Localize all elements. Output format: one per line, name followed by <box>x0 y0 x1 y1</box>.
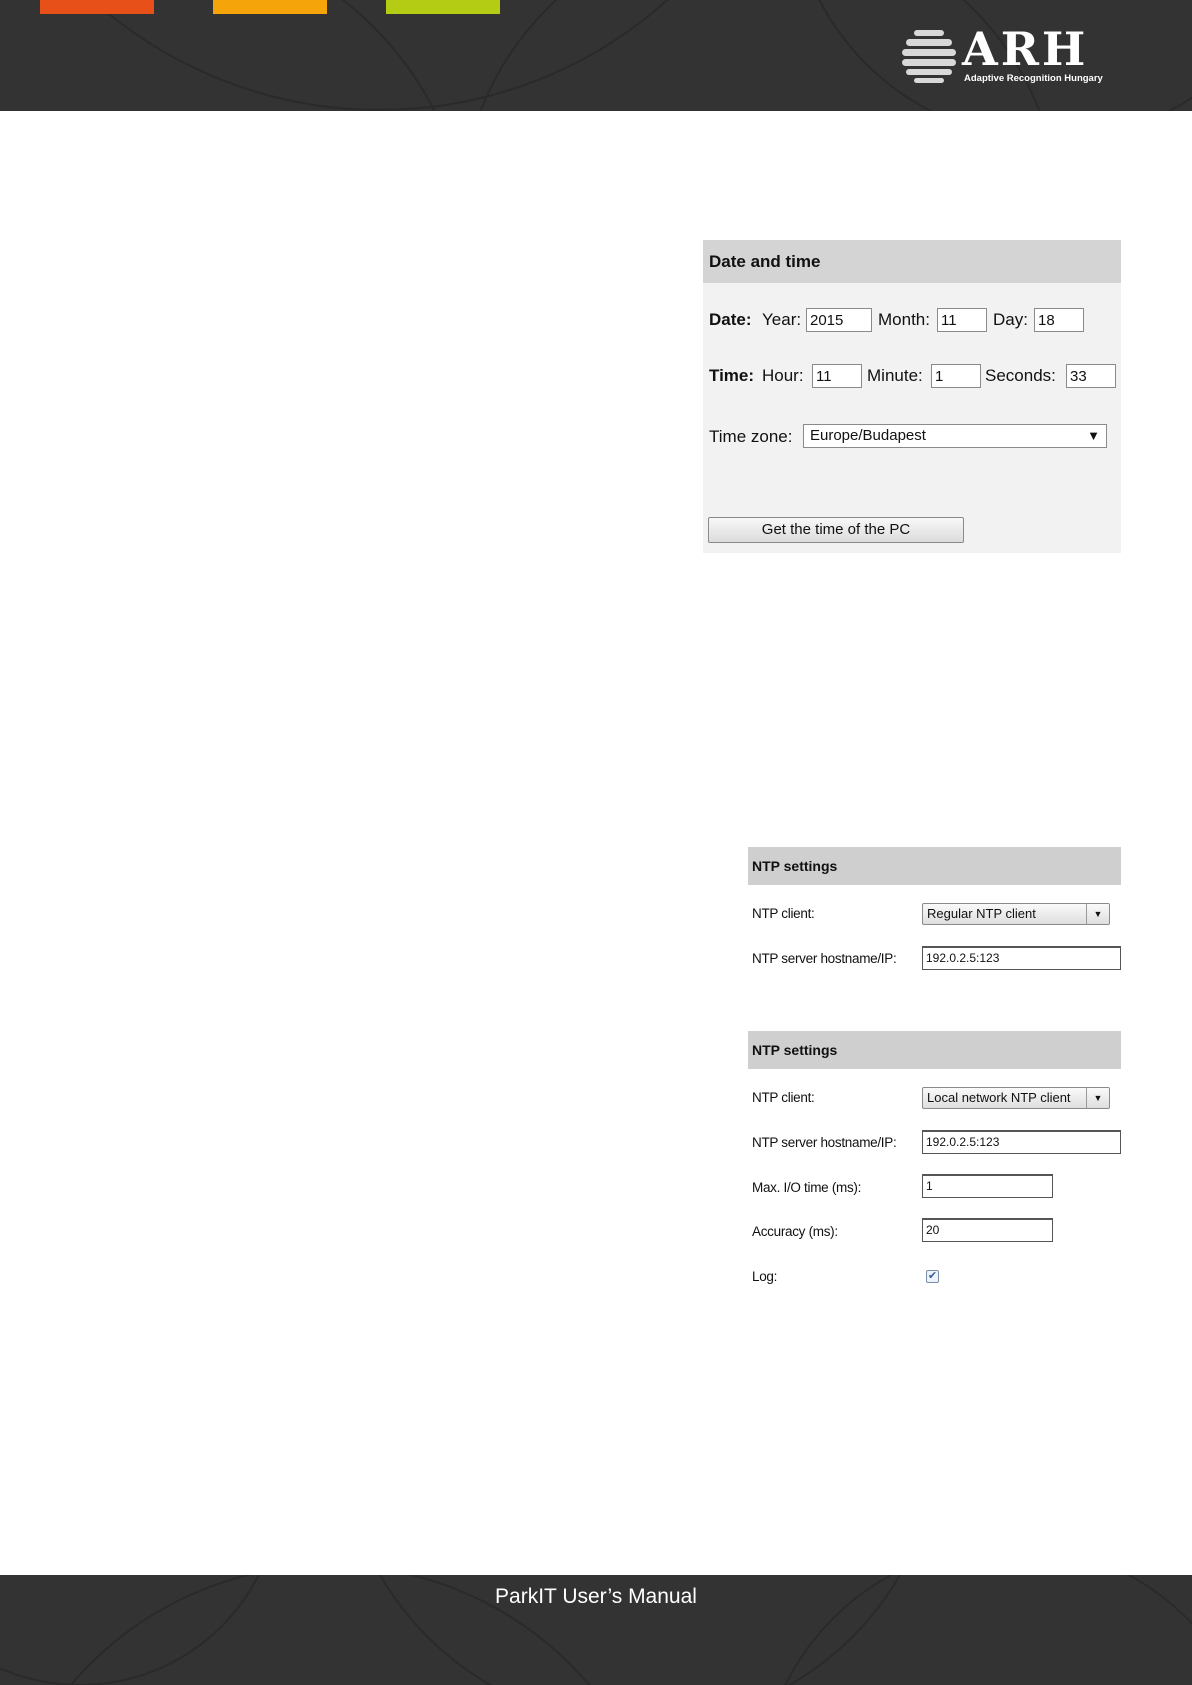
day-label: Day: <box>993 310 1028 329</box>
arh-logo <box>900 22 1150 88</box>
day-input[interactable]: 18 <box>1034 308 1084 332</box>
globe-icon <box>900 28 958 84</box>
ntp-client-value: Regular NTP client <box>927 906 1036 921</box>
hour-input[interactable]: 11 <box>812 364 862 388</box>
ntp-client-select[interactable] <box>922 1087 1110 1109</box>
time-row <box>709 366 754 386</box>
manual-title: ParkIT User’s Manual <box>495 1585 697 1608</box>
date-row <box>709 310 752 330</box>
dropdown-arrow-icon: ▼ <box>1086 1088 1109 1108</box>
max-io-label: Max. I/O time (ms): <box>752 1180 862 1195</box>
ntp-client-label: NTP client: <box>752 906 815 921</box>
yellow-tab <box>213 0 327 14</box>
panel-title: NTP settings <box>748 1031 1121 1069</box>
seconds-input[interactable]: 33 <box>1066 364 1116 388</box>
accuracy-input[interactable]: 20 <box>922 1218 1053 1242</box>
time-label: Time: <box>709 366 755 385</box>
date-time-panel <box>703 240 1121 553</box>
ntp-server-label: NTP server hostname/IP: <box>752 951 897 966</box>
hour-label: Hour: <box>762 366 804 385</box>
month-input[interactable]: 11 <box>937 308 987 332</box>
panel-title: Date and time <box>703 240 1121 283</box>
dropdown-arrow-icon: ▼ <box>1086 904 1109 924</box>
minute-label: Minute: <box>867 366 923 385</box>
dropdown-arrow-icon: ▼ <box>1087 428 1100 443</box>
green-tab <box>386 0 500 14</box>
logo-wordmark: ARH <box>962 22 1089 76</box>
log-label: Log: <box>752 1269 778 1284</box>
timezone-label: Time zone: <box>709 427 793 446</box>
page-footer <box>0 1575 1192 1685</box>
ntp-server-input[interactable]: 192.0.2.5:123 <box>922 1130 1121 1154</box>
panel-title: NTP settings <box>748 847 1121 885</box>
ntp-server-label: NTP server hostname/IP: <box>752 1135 897 1150</box>
checkmark-icon: ✔ <box>927 1270 938 1282</box>
max-io-input[interactable]: 1 <box>922 1174 1053 1198</box>
orange-tab <box>40 0 154 14</box>
accuracy-label: Accuracy (ms): <box>752 1224 838 1239</box>
minute-input[interactable]: 1 <box>931 364 981 388</box>
seconds-label: Seconds: <box>985 366 1056 385</box>
ntp-settings-regular-panel <box>748 847 1121 972</box>
ntp-client-value: Local network NTP client <box>927 1090 1071 1105</box>
year-input[interactable]: 2015 <box>806 308 872 332</box>
year-label: Year: <box>762 310 802 329</box>
page-header <box>0 0 1192 111</box>
ntp-client-select[interactable] <box>922 903 1110 925</box>
month-label: Month: <box>878 310 930 329</box>
get-pc-time-button[interactable]: Get the time of the PC <box>708 517 964 543</box>
ntp-settings-local-panel <box>748 1031 1121 1291</box>
timezone-value: Europe/Budapest <box>810 427 926 444</box>
logo-subtitle: Adaptive Recognition Hungary <box>964 73 1103 84</box>
timezone-select[interactable] <box>803 424 1107 448</box>
log-checkbox[interactable] <box>926 1270 939 1283</box>
ntp-server-input[interactable]: 192.0.2.5:123 <box>922 946 1121 970</box>
date-label: Date: <box>709 310 752 329</box>
ntp-client-label: NTP client: <box>752 1090 815 1105</box>
